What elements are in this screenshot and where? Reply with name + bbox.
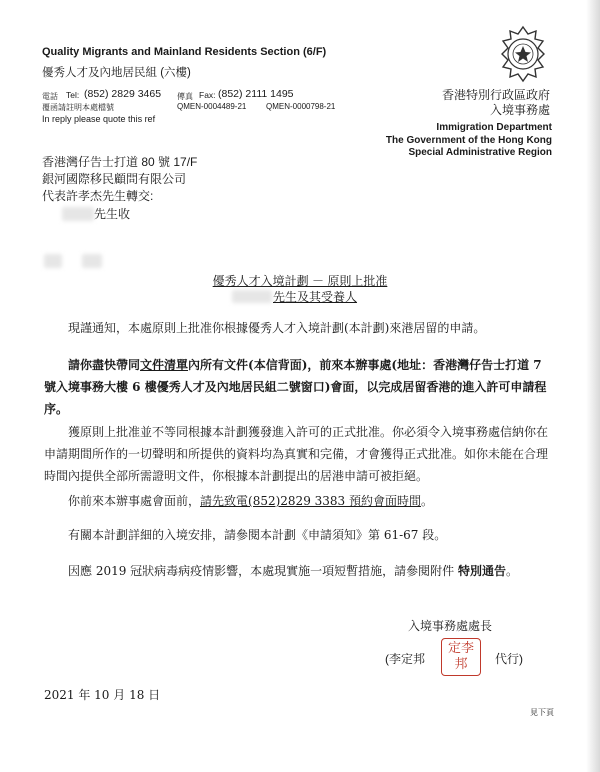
ref-number-2: QMEN-0000798-21	[266, 102, 336, 111]
tel-value: (852) 2829 3465	[84, 88, 162, 100]
fax-value: (852) 2111 1495	[218, 88, 294, 100]
paragraph-5: 有關本計劃詳細的入境安排，請參閱本計劃《申請須知》第 61-67 段。	[68, 528, 447, 542]
government-name-en	[360, 122, 552, 160]
address-line-4: 先生收	[94, 207, 131, 221]
letter-date: 2021 年 10 月 18 日	[44, 688, 161, 702]
redacted-name	[62, 207, 94, 221]
stamp-text: 定李邦	[447, 641, 474, 672]
appointment-phone: 請先致電(852)2829 3383 預約會面時間	[200, 494, 421, 508]
fax-label-en: Fax:	[199, 90, 216, 100]
paragraph-2-part-a: 請你盡快帶同	[68, 358, 141, 372]
letter-title: 優秀人才入境計劃 － 原則上批准	[212, 274, 388, 288]
paragraph-3: 獲原則上批准並不等同根據本計劃獲發進入許可的正式批准。你必須令入境事務處信納你在申請期間所作的一切聲明和所提供的資料均為真實和完備，才會獲得正式批准。如你未能在合理時間內提供全部所需證明文件，你根據本計劃提出的居港申請可被拒絕。	[44, 425, 549, 483]
paragraph-6-part-c: 。	[506, 564, 519, 578]
redacted-block-1	[44, 254, 62, 268]
paragraph-4-part-a: 你前來本辦事處會面前，	[68, 494, 201, 508]
section-name-en: Quality Migrants and Mainland Residents Section (6/F)	[42, 46, 327, 58]
letter-subtitle: 先生及其受養人	[273, 290, 358, 304]
signatory-name: (李定邦	[385, 652, 425, 666]
redacted-block-2	[82, 254, 102, 268]
government-name-en-line2: The Government of the Hong Kong	[385, 134, 552, 146]
document-checklist-link: 文件清單	[140, 358, 189, 372]
government-name-zh-line1: 香港特別行政區政府	[441, 88, 550, 102]
ref-label-en: In reply please quote this ref	[42, 114, 156, 124]
paragraph-4	[44, 490, 556, 512]
paragraph-1: 現謹通知，本處原則上批准你根據優秀人才入境計劃(本計劃)來港居留的申請。	[68, 321, 486, 335]
tel-label-en: Tel:	[66, 90, 80, 100]
fax-label-zh: 傳真	[177, 92, 193, 101]
tel-label-zh: 電話	[42, 92, 58, 101]
page-edge-shadow	[586, 0, 600, 772]
government-name-en-line3: Special Administrative Region	[408, 147, 552, 158]
section-name-zh: 優秀人才及內地居民組 (六樓)	[42, 67, 191, 79]
ref-number-1: QMEN-0004489-21	[177, 102, 247, 111]
government-name-zh	[410, 88, 550, 118]
ref-label-zh: 覆函請註明本處檔號	[42, 103, 114, 112]
immigration-emblem-icon	[497, 24, 549, 84]
recipient-address	[42, 154, 197, 205]
continued-overleaf: 見下頁	[530, 708, 554, 717]
department-name-zh: 入境事務處	[489, 103, 550, 117]
address-line-2: 銀河國際移民顧問有限公司	[42, 172, 187, 186]
address-line-3: 代表許孝杰先生轉交:	[42, 189, 154, 203]
paragraph-2-part-c: 內所有文件(本信背面)，前來本辦事處(地址：香港灣仔告士打道 7 號入境事務大樓 6 樓優秀人才及內地居民組二號窗口)會面，以完成居留香港的進入許可申請程序。	[44, 358, 547, 416]
paragraph-4-part-c: 。	[421, 494, 434, 508]
address-line-1: 香港灣仔告士打道 80 號 17/F	[42, 155, 198, 169]
official-stamp	[441, 638, 481, 676]
special-notice: 特別通告	[458, 564, 507, 578]
paragraph-6	[44, 560, 556, 582]
department-name-en: Immigration Department	[436, 122, 552, 133]
signature-acting: 代行)	[495, 652, 523, 666]
paragraph-6-part-a: 因應 2019 冠狀病毒病疫情影響，本處現實施一項短暫措施，請參閱附件	[68, 564, 458, 578]
signatory-title: 入境事務處處長	[408, 619, 493, 633]
redacted-title-name	[232, 290, 272, 303]
paragraph-2	[44, 354, 556, 420]
